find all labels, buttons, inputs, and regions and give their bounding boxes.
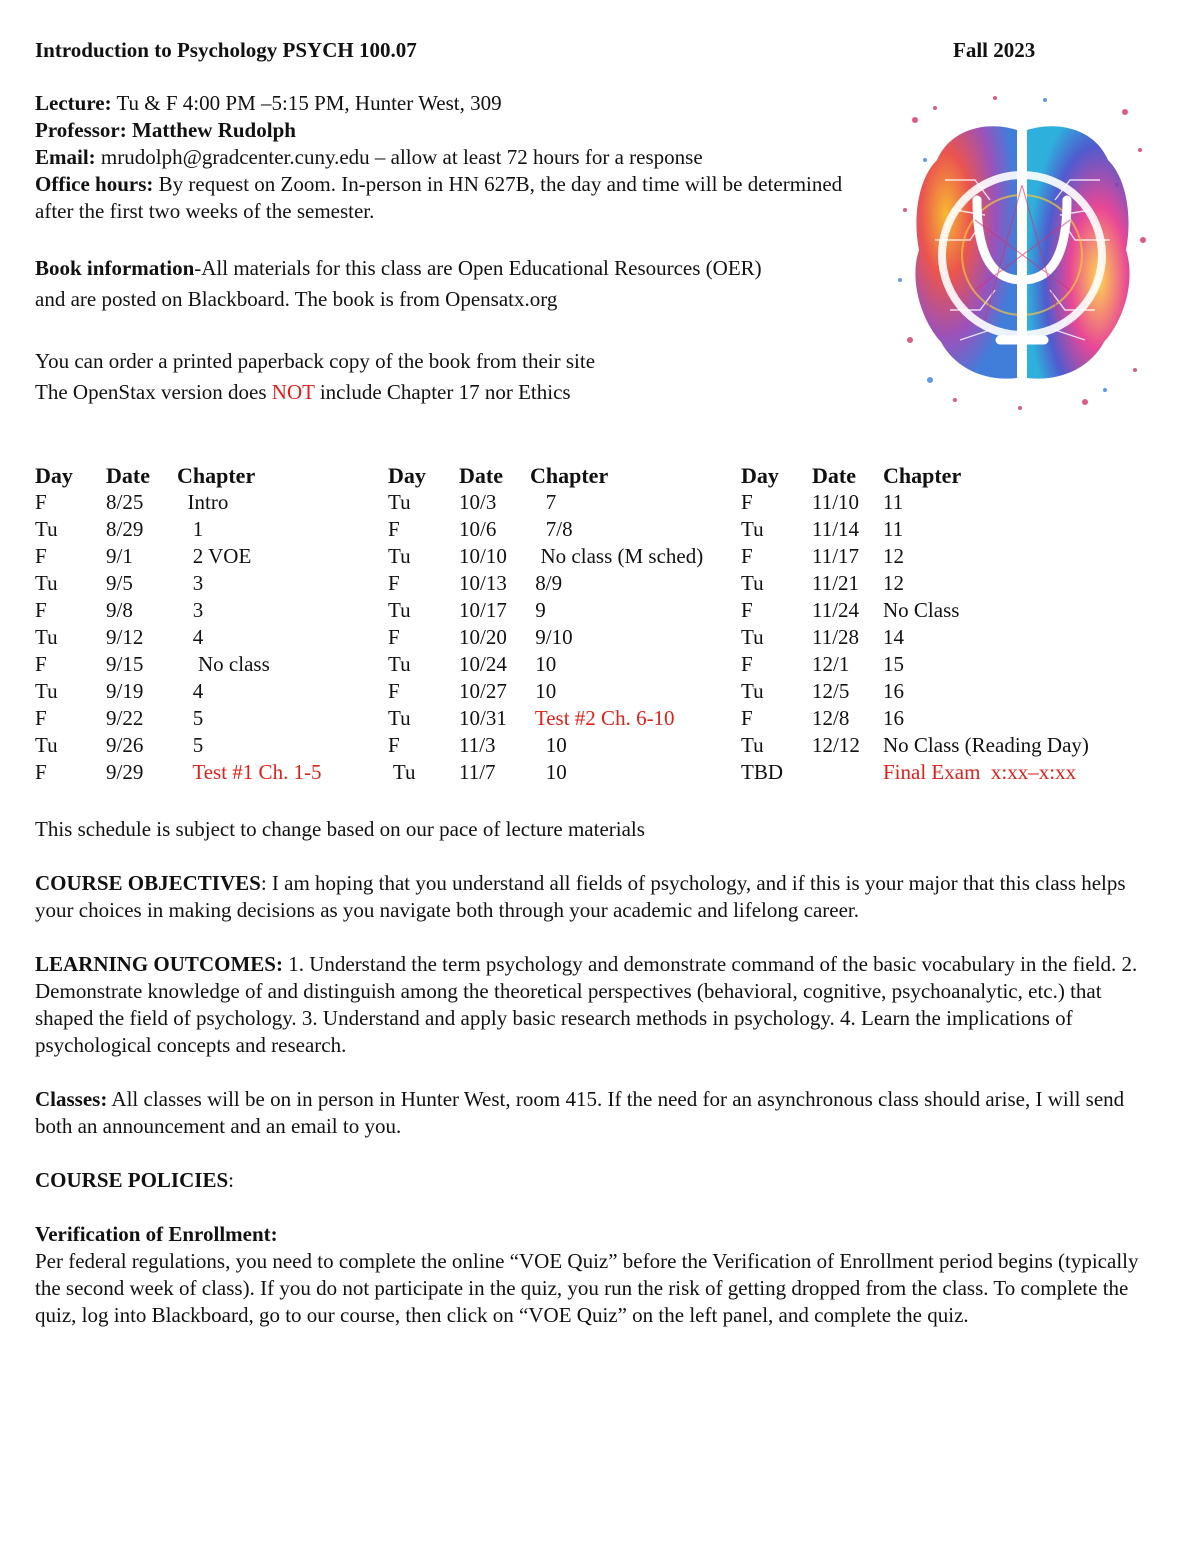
cell-day: F bbox=[35, 490, 47, 514]
office-hours-label: Office hours: bbox=[35, 172, 154, 196]
not-emphasis: NOT bbox=[271, 380, 315, 404]
table-row bbox=[741, 543, 1089, 570]
course-info-block bbox=[35, 90, 875, 225]
col-header-date: Date bbox=[812, 463, 856, 488]
professor-line bbox=[35, 117, 875, 144]
cell-chapter: No class (M sched) bbox=[530, 544, 704, 568]
table-row bbox=[741, 651, 1089, 678]
cell-date: 11/7 bbox=[459, 760, 496, 784]
book-text-1: -All materials for this class are Open Educational Resources (OER) bbox=[194, 256, 762, 280]
schedule-header-row bbox=[388, 462, 703, 489]
order-line: You can order a printed paperback copy of the book from their site bbox=[35, 349, 596, 373]
cell-chapter: 4 bbox=[177, 625, 204, 649]
col-header-chapter: Chapter bbox=[530, 463, 609, 488]
cell-chapter: 8/9 bbox=[530, 571, 563, 595]
table-row bbox=[35, 597, 322, 624]
cell-date: 9/26 bbox=[106, 733, 144, 757]
cell-date: 9/8 bbox=[106, 598, 133, 622]
table-row bbox=[741, 597, 1089, 624]
table-row bbox=[35, 678, 322, 705]
cell-day: Tu bbox=[388, 760, 416, 784]
book-line-2: and are posted on Blackboard. The book is from Opensatx.org bbox=[35, 287, 558, 311]
objectives-label: COURSE OBJECTIVES bbox=[35, 871, 261, 895]
cell-date: 10/13 bbox=[459, 571, 507, 595]
lecture-text: Tu & F 4:00 PM –5:15 PM, Hunter West, 309 bbox=[111, 91, 502, 115]
cell-date: 12/1 bbox=[812, 652, 850, 676]
cell-day: F bbox=[35, 760, 47, 784]
cell-chapter: 4 bbox=[177, 679, 204, 703]
order-info bbox=[35, 346, 875, 408]
cell-date: 10/3 bbox=[459, 490, 497, 514]
table-row bbox=[35, 624, 322, 651]
col-header-chapter: Chapter bbox=[177, 463, 256, 488]
cell-date: 9/15 bbox=[106, 652, 144, 676]
policies-label: COURSE POLICIES bbox=[35, 1168, 229, 1192]
cell-day: F bbox=[35, 544, 47, 568]
cell-day: Tu bbox=[388, 652, 411, 676]
cell-chapter: 2 VOE bbox=[177, 544, 252, 568]
cell-day: F bbox=[35, 598, 47, 622]
cell-date: 10/31 bbox=[459, 706, 507, 730]
schedule-body bbox=[35, 489, 322, 786]
cell-day: F bbox=[388, 571, 400, 595]
cell-day: Tu bbox=[388, 544, 411, 568]
cell-chapter: 10 bbox=[530, 652, 557, 676]
cell-chapter: Intro bbox=[177, 490, 229, 514]
email-line bbox=[35, 144, 875, 171]
cell-day: Tu bbox=[741, 571, 764, 595]
table-row bbox=[741, 759, 1089, 786]
schedule-body bbox=[388, 489, 703, 786]
classes-label: Classes: bbox=[35, 1087, 108, 1111]
cell-chapter: 3 bbox=[177, 571, 204, 595]
cell-day: F bbox=[741, 598, 753, 622]
cell-chapter: 9/10 bbox=[530, 625, 573, 649]
cell-date: 9/1 bbox=[106, 544, 133, 568]
table-row bbox=[388, 624, 703, 651]
schedule-table bbox=[35, 462, 322, 786]
table-row bbox=[388, 543, 703, 570]
cell-chapter: 5 bbox=[177, 706, 204, 730]
course-policies-heading bbox=[35, 1167, 1160, 1194]
cell-chapter: 16 bbox=[883, 679, 904, 703]
classes-text: All classes will be on in person in Hunter West, room 415. If the need for an asynchronous class should arise, I will send both an announcement and an email to you. bbox=[35, 1087, 1125, 1138]
cell-chapter: 10 bbox=[530, 733, 567, 757]
schedule-table-3 bbox=[741, 462, 1089, 786]
cell-date bbox=[812, 759, 883, 786]
cell-date: 10/24 bbox=[459, 652, 507, 676]
table-row bbox=[388, 759, 703, 786]
cell-date: 10/10 bbox=[459, 544, 507, 568]
cell-day: Tu bbox=[741, 517, 764, 541]
classes-paragraph bbox=[35, 1086, 1160, 1140]
openstax-post: include Chapter 17 nor Ethics bbox=[314, 380, 571, 404]
lecture-label: Lecture: bbox=[35, 91, 112, 115]
cell-day: Tu bbox=[388, 598, 411, 622]
cell-day: F bbox=[741, 490, 753, 514]
cell-day: Tu bbox=[35, 679, 58, 703]
table-row bbox=[35, 759, 322, 786]
cell-date: 11/3 bbox=[459, 733, 496, 757]
cell-chapter: Test #1 Ch. 1-5 bbox=[177, 760, 322, 784]
cell-chapter: 16 bbox=[883, 706, 904, 730]
openstax-pre: The OpenStax version does bbox=[35, 380, 272, 404]
cell-date: 9/5 bbox=[106, 571, 133, 595]
cell-date: 9/22 bbox=[106, 706, 144, 730]
table-row bbox=[35, 516, 322, 543]
table-row bbox=[741, 678, 1089, 705]
table-row bbox=[741, 489, 1089, 516]
cell-date: 8/29 bbox=[106, 517, 144, 541]
cell-day: F bbox=[35, 652, 47, 676]
email-label: Email: bbox=[35, 145, 96, 169]
voe-section bbox=[35, 1221, 1160, 1329]
schedule-header-row bbox=[741, 462, 1089, 489]
cell-day: F bbox=[388, 625, 400, 649]
cell-chapter: 7 bbox=[530, 490, 557, 514]
col-header-day: Day bbox=[35, 463, 73, 488]
cell-chapter: No Class (Reading Day) bbox=[883, 733, 1089, 757]
cell-date: 11/28 bbox=[812, 625, 860, 649]
cell-day: Tu bbox=[35, 517, 58, 541]
course-objectives bbox=[35, 870, 1160, 924]
cell-chapter: 12 bbox=[883, 571, 904, 595]
cell-day: F bbox=[741, 544, 753, 568]
term-label: Fall 2023 bbox=[953, 38, 1036, 62]
table-row bbox=[741, 705, 1089, 732]
col-header-date: Date bbox=[106, 463, 150, 488]
voe-label: Verification of Enrollment: bbox=[35, 1222, 278, 1246]
email-text: mrudolph@gradcenter.cuny.edu – allow at least 72 hours for a response bbox=[95, 145, 703, 169]
cell-day: F bbox=[388, 733, 400, 757]
cell-chapter: 11 bbox=[883, 490, 904, 514]
table-row bbox=[388, 489, 703, 516]
cell-chapter: 9 bbox=[530, 598, 546, 622]
cell-date: 11/14 bbox=[812, 517, 860, 541]
table-row bbox=[388, 678, 703, 705]
cell-chapter: No Class bbox=[883, 598, 960, 622]
table-row bbox=[388, 732, 703, 759]
table-row bbox=[741, 516, 1089, 543]
table-row bbox=[741, 732, 1089, 759]
schedule-table bbox=[741, 462, 1089, 786]
table-row bbox=[388, 651, 703, 678]
table-row bbox=[388, 570, 703, 597]
schedule-note: This schedule is subject to change based on our pace of lecture materials bbox=[35, 817, 645, 841]
cell-chapter: 5 bbox=[177, 733, 204, 757]
schedule-body bbox=[741, 489, 1089, 786]
cell-date: 10/20 bbox=[459, 625, 507, 649]
cell-date: 9/19 bbox=[106, 679, 144, 703]
cell-chapter: 12 bbox=[883, 544, 904, 568]
table-row bbox=[35, 570, 322, 597]
cell-day: Tu bbox=[388, 490, 411, 514]
cell-date: 9/29 bbox=[106, 760, 144, 784]
table-row bbox=[388, 597, 703, 624]
syllabus-body bbox=[35, 816, 1160, 1356]
voe-text: Per federal regulations, you need to complete the online “VOE Quiz” before the Verification of Enrollment period begins (typically the second week of class). If you do not participate in the quiz, you run the risk of getting dropped from the class. To complete the quiz, log into Blackboard, go to our course, then click on “VOE Quiz” on the left panel, and complete the quiz. bbox=[35, 1249, 1139, 1327]
book-line-1 bbox=[35, 253, 875, 284]
learning-outcomes bbox=[35, 951, 1160, 1059]
outcomes-label: LEARNING OUTCOMES: bbox=[35, 952, 283, 976]
schedule-table bbox=[388, 462, 703, 786]
policies-colon: : bbox=[228, 1168, 234, 1192]
cell-date: 12/5 bbox=[812, 679, 850, 703]
cell-chapter: 3 bbox=[177, 598, 204, 622]
cell-day: Tu bbox=[35, 571, 58, 595]
cell-chapter: 14 bbox=[883, 625, 904, 649]
table-row bbox=[35, 543, 322, 570]
cell-date: 11/21 bbox=[812, 571, 860, 595]
cell-chapter: 10 bbox=[530, 760, 567, 784]
cell-chapter: Test #2 Ch. 6-10 bbox=[530, 706, 675, 730]
table-row bbox=[388, 705, 703, 732]
cell-day: Tu bbox=[35, 625, 58, 649]
col-header-day: Day bbox=[741, 463, 779, 488]
cell-date: 10/17 bbox=[459, 598, 507, 622]
cell-day: TBD bbox=[741, 760, 783, 784]
cell-date: 9/12 bbox=[106, 625, 144, 649]
cell-day: F bbox=[388, 517, 400, 541]
office-hours-line bbox=[35, 171, 875, 225]
course-title: Introduction to Psychology PSYCH 100.07 bbox=[35, 38, 417, 62]
schedule-table-2 bbox=[388, 462, 703, 786]
cell-chapter: 11 bbox=[883, 517, 904, 541]
cell-day: F bbox=[35, 706, 47, 730]
book-label: Book information bbox=[35, 256, 195, 280]
cell-date: 12/12 bbox=[812, 733, 860, 757]
cell-date: 11/10 bbox=[812, 490, 860, 514]
psi-brain-watercolor-icon bbox=[895, 90, 1150, 415]
cell-day: F bbox=[741, 706, 753, 730]
office-hours-text: By request on Zoom. In-person in HN 627B, the day and time will be determined after the first two weeks of the semester. bbox=[35, 172, 843, 223]
cell-chapter: No class bbox=[177, 652, 270, 676]
col-header-chapter: Chapter bbox=[883, 463, 962, 488]
table-row bbox=[35, 651, 322, 678]
table-row bbox=[741, 570, 1089, 597]
book-information bbox=[35, 253, 875, 315]
cell-chapter: 15 bbox=[883, 652, 904, 676]
cell-date: 11/24 bbox=[812, 598, 860, 622]
objectives-text: : I am hoping that you understand all fields of psychology, and if this is your major that this class helps your choices in making decisions as you navigate both through your academic and lifelong career. bbox=[35, 871, 1126, 922]
table-row bbox=[35, 732, 322, 759]
cell-day: Tu bbox=[741, 733, 764, 757]
cell-chapter: 10 bbox=[530, 679, 557, 703]
cell-day: Tu bbox=[741, 679, 764, 703]
openstax-note bbox=[35, 377, 875, 408]
title-row bbox=[35, 37, 1045, 64]
professor-label: Professor: Matthew Rudolph bbox=[35, 118, 296, 142]
cell-date: 8/25 bbox=[106, 490, 144, 514]
lecture-line bbox=[35, 90, 875, 117]
table-row bbox=[35, 705, 322, 732]
schedule-header-row bbox=[35, 462, 322, 489]
table-row bbox=[35, 489, 322, 516]
col-header-day: Day bbox=[388, 463, 426, 488]
table-row bbox=[741, 624, 1089, 651]
cell-date: 10/27 bbox=[459, 679, 507, 703]
cell-day: Tu bbox=[35, 733, 58, 757]
cell-chapter: Final Exam x:xx–x:xx bbox=[883, 760, 1077, 784]
cell-chapter: 1 bbox=[177, 517, 204, 541]
cell-day: Tu bbox=[388, 706, 411, 730]
col-header-date: Date bbox=[459, 463, 503, 488]
cell-day: F bbox=[741, 652, 753, 676]
cell-date: 10/6 bbox=[459, 517, 497, 541]
outcomes-text: 1. Understand the term psychology and demonstrate command of the basic vocabulary in the field. 2. Demonstrate knowledge of and distinguish among the theoretical perspectives (behavioral, cognitive, psychoanalytic, etc.) that shaped the field of psychology. 3. Understand and apply basic research methods in psychology. 4. Learn the implications of psychological concepts and research. bbox=[35, 952, 1138, 1057]
table-row bbox=[388, 516, 703, 543]
cell-date: 12/8 bbox=[812, 706, 850, 730]
cell-chapter: 7/8 bbox=[530, 517, 573, 541]
cell-day: Tu bbox=[741, 625, 764, 649]
schedule-table-1 bbox=[35, 462, 322, 786]
cell-date: 11/17 bbox=[812, 544, 860, 568]
cell-day: F bbox=[388, 679, 400, 703]
